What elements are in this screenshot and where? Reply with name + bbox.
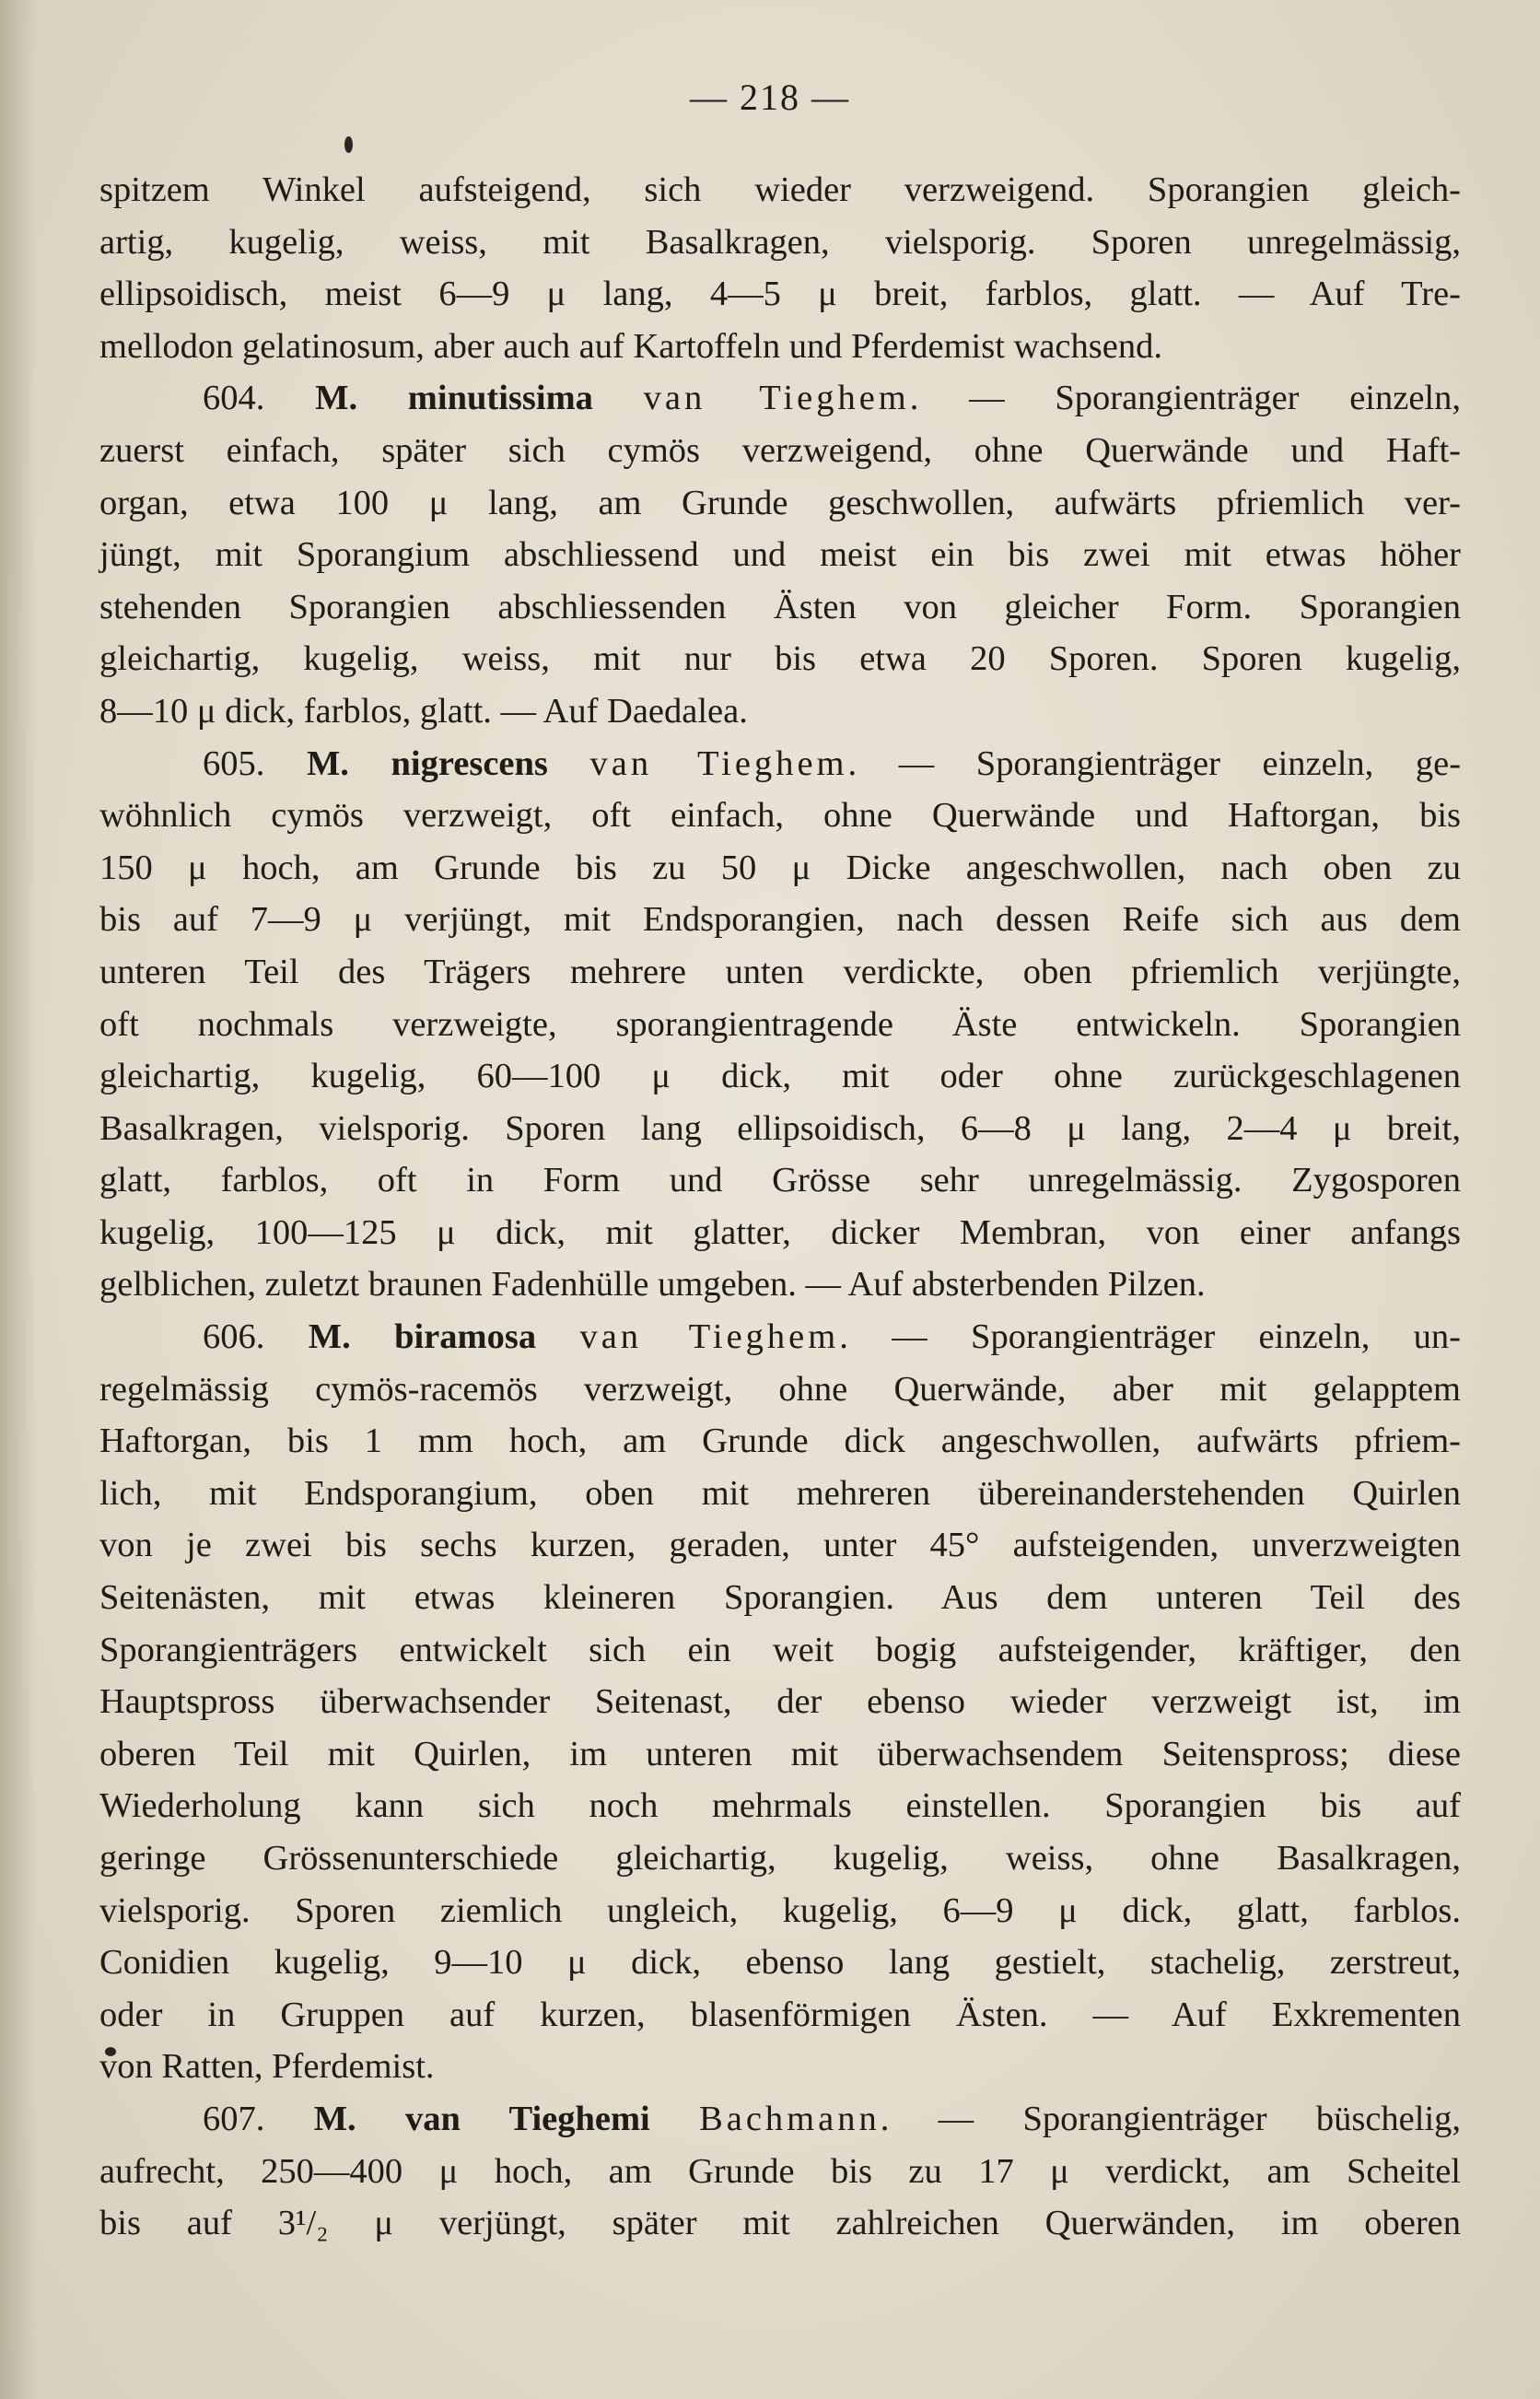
text-line [99, 1258, 1461, 1311]
text-line [99, 477, 1461, 530]
line-text: regelmässig cymös-racemös verzweigt, ohne Querwände, aber mit gelapptem [99, 1369, 1461, 1409]
page-number: — 218 — [690, 76, 850, 118]
species-entry-line [99, 1311, 1461, 1363]
line-text: Conidien kugelig, 9—10 μ dick, ebenso lang gestielt, stachelig, zerstreut, [99, 1943, 1461, 1983]
line-text: bis auf 7—9 μ verjüngt, mit Endsporangien, nach dessen Reife sich aus dem [99, 900, 1461, 940]
text-line [99, 1103, 1461, 1155]
text-line [99, 268, 1461, 321]
line-text: 8—10 μ dick, farblos, glatt. — Auf Daedalea. [99, 691, 748, 731]
line-text: jüngt, mit Sporangium abschliessend und meist ein bis zwei mit etwas höher [99, 535, 1461, 575]
line-text: organ, etwa 100 μ lang, am Grunde geschwollen, aufwärts pfriemlich ver- [99, 483, 1461, 522]
line-text: . — Sporangienträger einzeln, [909, 379, 1461, 418]
species-author: Bachmann [699, 2099, 881, 2138]
text-line [99, 1780, 1461, 1832]
text-line [99, 1676, 1461, 1728]
text-line [99, 164, 1461, 216]
line-text: von je zwei bis sechs kurzen, geraden, unter 45° aufsteigenden, unverzweigten [99, 1526, 1461, 1565]
page-edge-shadow [0, 0, 37, 2399]
species-name: M. nigrescens [306, 743, 548, 783]
line-text: stehenden Sporangien abschliessenden Ästen von gleicher Form. Sporangien [99, 587, 1461, 626]
species-entry-line [99, 2093, 1461, 2146]
entry-number: 605. [203, 743, 265, 783]
species-name: M. biramosa [308, 1317, 537, 1357]
text-line [99, 1050, 1461, 1103]
text-line [99, 1154, 1461, 1207]
text-line [99, 321, 1461, 373]
text-line [99, 529, 1461, 581]
line-text: oberen Teil mit Quirlen, im unteren mit überwachsendem Seitenspross; diese [99, 1734, 1461, 1773]
text-line [99, 1415, 1461, 1468]
line-text: mellodon gelatinosum, aber auch auf Kartoffeln und Pferdemist wachsend. [99, 326, 1162, 366]
text-line [99, 790, 1461, 842]
text-line [99, 216, 1461, 269]
line-text: unteren Teil des Trägers mehrere unten verdickte, oben pfriemlich verjüngte, [99, 952, 1461, 991]
line-text: . — Sporangienträger einzeln, ge- [847, 743, 1462, 783]
text-line [99, 999, 1461, 1051]
line-text: bis auf 3¹/₂ μ verjüngt, später mit zahlreichen Querwänden, im oberen [99, 2204, 1461, 2243]
species-name: M. minutissima [315, 379, 593, 418]
entry-number: 604. [203, 379, 265, 418]
ink-speck [344, 136, 353, 153]
line-text: Basalkragen, vielsporig. Sporen lang ellipsoidisch, 6—8 μ lang, 2—4 μ breit, [99, 1108, 1461, 1148]
text-line [99, 946, 1461, 999]
text-line [99, 425, 1461, 477]
text-line [99, 1989, 1461, 2042]
species-author: van Tieghem [589, 743, 848, 783]
line-text: Sporangienträgers entwickelt sich ein weit bogig aufsteigender, kräftiger, den [99, 1630, 1461, 1669]
species-entry-line [99, 372, 1461, 425]
line-text: lich, mit Endsporangium, oben mit mehreren übereinanderstehenden Quirlen [99, 1473, 1461, 1513]
species-author: van Tieghem [643, 379, 910, 418]
line-text: ellipsoidisch, meist 6—9 μ lang, 4—5 μ breit, farblos, glatt. — Auf Tre- [99, 275, 1461, 314]
line-text: . — Sporangienträger büschelig, [880, 2099, 1462, 2138]
text-line [99, 1363, 1461, 1416]
line-text: 150 μ hoch, am Grunde bis zu 50 μ Dicke angeschwollen, nach oben zu [99, 848, 1461, 887]
text-line [99, 1207, 1461, 1259]
text-line [99, 1937, 1461, 1989]
text-line [99, 1624, 1461, 1677]
line-text: gleichartig, kugelig, 60—100 μ dick, mit oder ohne zurückgeschlagenen [99, 1057, 1461, 1096]
text-line [99, 894, 1461, 946]
line-text: Hauptspross überwachsender Seitenast, der ebenso wieder verzweigt ist, im [99, 1682, 1461, 1722]
line-text: gelblichen, zuletzt braunen Fadenhülle umgeben. — Auf absterbenden Pilzen. [99, 1265, 1206, 1305]
line-text: von Ratten, Pferdemist. [99, 2047, 435, 2087]
text-line [99, 633, 1461, 685]
line-text: aufrecht, 250—400 μ hoch, am Grunde bis zu 17 μ verdickt, am Scheitel [99, 2151, 1461, 2191]
text-line [99, 1728, 1461, 1781]
line-text: wöhnlich cymös verzweigt, oft einfach, ohne Querwände und Haftorgan, bis [99, 796, 1461, 836]
line-text: Wiederholung kann sich noch mehrmals einstellen. Sporangien bis auf [99, 1786, 1461, 1826]
line-text: glatt, farblos, oft in Form und Grösse sehr unregelmässig. Zygosporen [99, 1161, 1461, 1200]
line-text: . — Sporangienträger einzeln, un- [839, 1317, 1462, 1357]
line-text: kugelig, 100—125 μ dick, mit glatter, dicker Membran, von einer anfangs [99, 1212, 1461, 1252]
line-text: oft nochmals verzweigte, sporangientragende Äste entwickeln. Sporangien [99, 1004, 1461, 1044]
text-line [99, 1885, 1461, 1937]
text-line [99, 581, 1461, 634]
text-line [99, 685, 1461, 738]
line-text: oder in Gruppen auf kurzen, blasenförmigen Ästen. — Auf Exkrementen [99, 1995, 1461, 2034]
line-text: Seitenästen, mit etwas kleineren Sporangien. Aus dem unteren Teil des [99, 1578, 1461, 1618]
species-entry-line [99, 738, 1461, 790]
text-line [99, 1468, 1461, 1520]
entry-number: 606. [203, 1317, 265, 1357]
line-text: geringe Grössenunterschiede gleichartig, kugelig, weiss, ohne Basalkragen, [99, 1839, 1461, 1878]
species-name: M. van Tieghemi [313, 2099, 650, 2138]
line-text: gleichartig, kugelig, weiss, mit nur bis etwa 20 Sporen. Sporen kugelig, [99, 639, 1461, 679]
body-text [99, 164, 1461, 2250]
text-line [99, 842, 1461, 895]
text-line [99, 1519, 1461, 1572]
line-text: Haftorgan, bis 1 mm hoch, am Grunde dick angeschwollen, aufwärts pfriem- [99, 1422, 1461, 1461]
text-line [99, 2041, 1461, 2093]
line-text: artig, kugelig, weiss, mit Basalkragen, vielsporig. Sporen unregelmässig, [99, 222, 1461, 262]
text-line [99, 2146, 1461, 2198]
line-text: vielsporig. Sporen ziemlich ungleich, kugelig, 6—9 μ dick, glatt, farblos. [99, 1890, 1461, 1930]
species-author: van Tieghem [579, 1317, 840, 1357]
text-line [99, 2197, 1461, 2250]
line-text: zuerst einfach, später sich cymös verzweigend, ohne Querwände und Haft- [99, 430, 1461, 470]
text-line [99, 1832, 1461, 1885]
line-text: spitzem Winkel aufsteigend, sich wieder verzweigend. Sporangien gleich- [99, 170, 1461, 209]
entry-number: 607. [203, 2099, 265, 2138]
text-line [99, 1572, 1461, 1624]
